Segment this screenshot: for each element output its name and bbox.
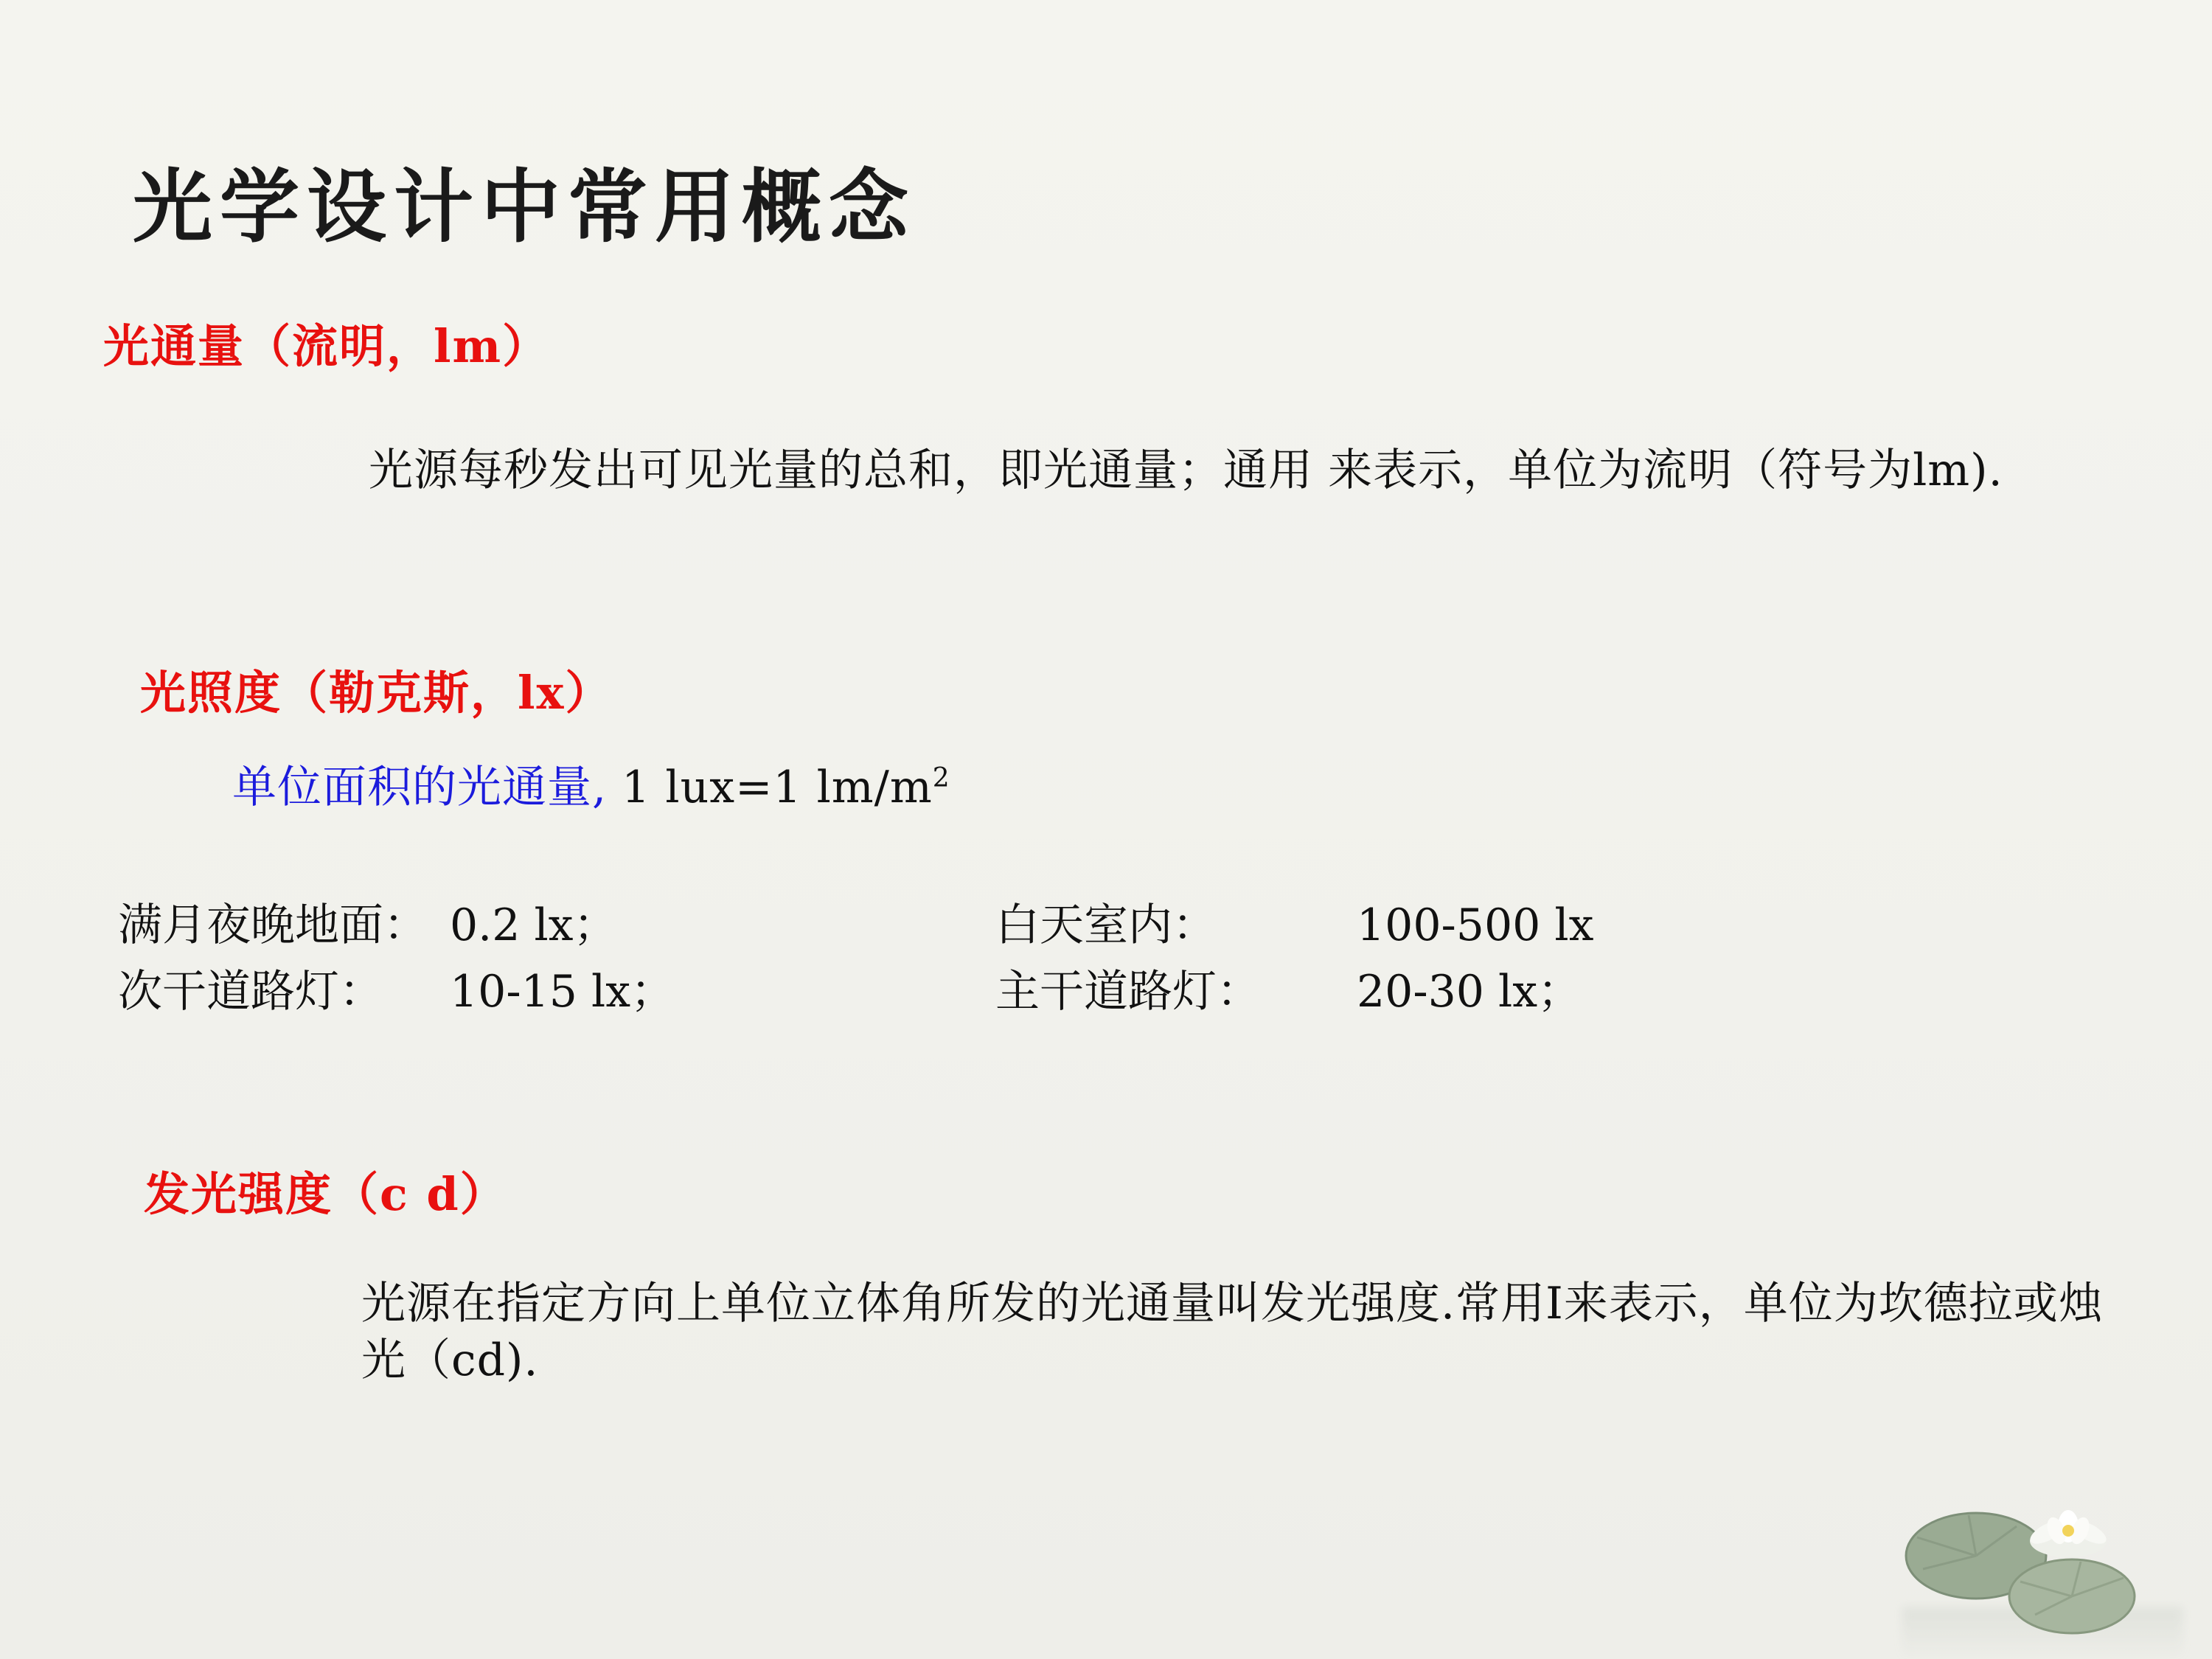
page-title: 光学设计中常用概念 [133,161,917,254]
section-heading-luminous-intensity: 发光强度（c d） [144,1167,507,1221]
example-label-left: 次干道路灯： [118,966,383,1018]
example-value-left: 0.2 lx； [450,900,618,951]
illuminance-definition-exponent: 2 [932,763,950,793]
illuminance-definition-highlight: 单位面积的光通量, [232,762,608,813]
example-value-right: 20-30 lx； [1357,966,1582,1018]
illuminance-examples-table [118,892,1888,1025]
water-reflection [1902,1607,2183,1659]
example-label-left: 满月夜晚地面： [118,900,428,951]
illuminance-definition [232,759,2002,816]
example-label-right: 主干道路灯： [995,966,1261,1018]
table-row [118,959,1888,1025]
table-row [118,892,1888,959]
section-body-luminous-flux: 光源每秒发出可见光量的总和，即光通量；通用 来表示，单位为流明（符号为lm). [369,445,2003,496]
example-value-left: 10-15 lx； [450,966,675,1018]
section-heading-luminous-flux: 光通量（流明，lm） [103,319,550,373]
illuminance-definition-formula: 1 lux=1 lm/m [607,762,933,813]
section-heading-illuminance: 光照度（勒克斯，lx） [140,666,613,720]
section-body-luminous-intensity: 光源在指定方向上单位立体角所发的光通量叫发光强度.常用I来表示，单位为坎德拉或烛光（cd). [361,1278,2104,1386]
example-label-right: 白天室内： [995,900,1217,951]
example-value-right: 100-500 lx [1357,900,1594,951]
